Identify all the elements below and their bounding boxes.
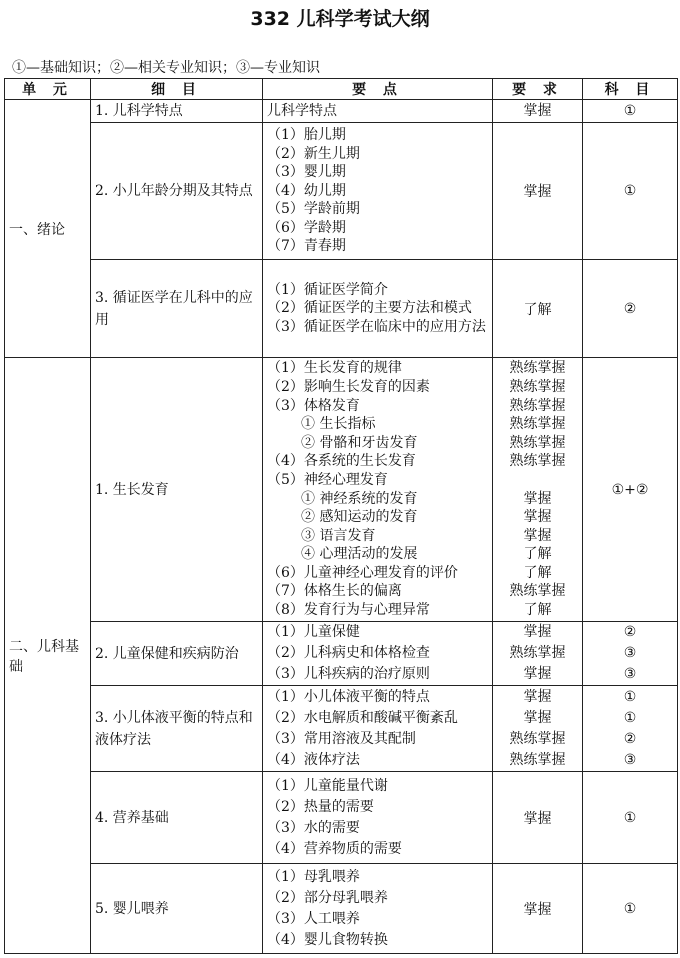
requirement-cell: [493, 686, 583, 772]
point-item: （2）水电解质和酸碱平衡紊乱: [267, 709, 458, 726]
point-item: （3）体格发育: [267, 397, 360, 414]
point-item: （3）常用溶液及其配制: [267, 730, 416, 747]
requirement-item: 掌握: [523, 527, 552, 544]
point-item: （4）营养物质的需要: [267, 840, 402, 857]
page-title: 332 儿科学考试大纲: [250, 8, 430, 30]
subject-cell: [583, 686, 678, 772]
subject-cell: [583, 622, 678, 686]
point-item: （4）幼儿期: [267, 182, 346, 199]
requirement-cell: 了解: [493, 260, 583, 358]
point-item: （8）发育行为与心理异常: [267, 602, 430, 619]
subject-cell: ①: [583, 864, 678, 954]
point-item: （6）儿童神经心理发育的评价: [267, 564, 458, 581]
point-item: （2）热量的需要: [267, 798, 374, 815]
requirement-item: 了解: [523, 564, 552, 581]
unit-cell: 二、儿科基础: [5, 358, 91, 954]
table-row: [5, 772, 678, 864]
point-item: ① 神经系统的发育: [301, 490, 418, 507]
subject-cell: ②: [583, 260, 678, 358]
unit-cell: 一、绪论: [5, 100, 91, 358]
point-item: （5）学龄前期: [267, 201, 360, 218]
point-item: （4）各系统的生长发育: [267, 453, 416, 470]
table-row: [5, 260, 678, 358]
subject-cell: ①+②: [583, 358, 678, 622]
table-row: [5, 123, 678, 260]
subunit-cell: 3. 循证医学在儿科中的应用: [91, 260, 263, 358]
subunit-cell: 3. 小儿体液平衡的特点和液体疗法: [91, 686, 263, 772]
point-item: （2）影响生长发育的因素: [267, 378, 430, 395]
subject-item: ③: [623, 645, 637, 661]
requirement-item: 熟练掌握: [509, 378, 566, 395]
point-item: （2）部分母乳喂养: [267, 889, 388, 906]
header-unit: 单 元: [5, 79, 91, 100]
subunit-cell: 1. 生长发育: [91, 358, 263, 622]
point-item: （1）儿童能量代谢: [267, 777, 388, 794]
requirement-cell: [493, 358, 583, 622]
subject-cell: ①: [583, 772, 678, 864]
requirement-item: 掌握: [523, 688, 552, 705]
requirement-item: 熟练掌握: [509, 434, 566, 451]
requirement-cell: [493, 622, 583, 686]
requirement-item: 了解: [523, 602, 552, 619]
subject-item: ③: [623, 751, 637, 768]
subject-legend: ①—基础知识；②—相关专业知识；③—专业知识: [12, 60, 320, 76]
table-row: [5, 686, 678, 772]
subject-cell: ①: [583, 100, 678, 123]
point-item: （1）母乳喂养: [267, 868, 360, 885]
point-item: （1）循证医学简介: [267, 281, 388, 298]
point-item: ③ 语言发育: [301, 527, 376, 544]
requirement-cell: 掌握: [493, 100, 583, 123]
point-item: ② 感知运动的发育: [301, 509, 418, 526]
points-cell: [263, 358, 493, 622]
point-item: （6）学龄期: [267, 219, 346, 236]
table-row: [5, 622, 678, 686]
point-item: （5）神经心理发育: [267, 471, 388, 488]
subject-item: ①: [623, 709, 637, 726]
header-subunit: 细 目: [91, 79, 263, 100]
points-cell: [263, 686, 493, 772]
points-cell: [263, 772, 493, 864]
point-item: （1）儿童保健: [267, 624, 360, 640]
point-item: （2）儿科病史和体格检查: [267, 645, 430, 661]
point-item: （4）婴儿食物转换: [267, 931, 388, 948]
subject-cell: ①: [583, 123, 678, 260]
point-item: （3）婴儿期: [267, 164, 346, 181]
requirement-item: 掌握: [523, 509, 552, 526]
requirement-item: 熟练掌握: [509, 583, 566, 600]
subunit-cell: 2. 小儿年龄分期及其特点: [91, 123, 263, 260]
subject-item: ③: [623, 666, 637, 682]
point-item: （3）儿科疾病的治疗原则: [267, 666, 430, 682]
point-item: （3）水的需要: [267, 819, 360, 836]
points-cell: 儿科学特点: [263, 100, 493, 123]
header-row: [5, 79, 678, 100]
subunit-cell: 4. 营养基础: [91, 772, 263, 864]
requirement-item: 熟练掌握: [509, 397, 566, 414]
requirement-cell: 掌握: [493, 123, 583, 260]
point-item: （1）生长发育的规律: [267, 360, 402, 377]
point-item: （1）胎儿期: [267, 126, 346, 143]
requirement-item: 了解: [523, 546, 552, 563]
point-item: （4）液体疗法: [267, 751, 360, 768]
point-item: ④ 心理活动的发展: [301, 546, 418, 563]
point-item: （7）青春期: [267, 238, 346, 255]
point-item: （3）循证医学在临床中的应用方法: [267, 318, 486, 335]
point-item: （1）小儿体液平衡的特点: [267, 688, 430, 705]
subject-item: ②: [623, 624, 637, 640]
requirement-item: 熟练掌握: [509, 645, 566, 661]
point-item: （3）人工喂养: [267, 910, 360, 927]
subunit-cell: 5. 婴儿喂养: [91, 864, 263, 954]
requirement-cell: 掌握: [493, 864, 583, 954]
header-subject: 科 目: [583, 79, 678, 100]
point-item: ② 骨骼和牙齿发育: [301, 434, 418, 451]
point-item: （2）新生儿期: [267, 145, 360, 162]
requirement-item: 熟练掌握: [509, 453, 566, 470]
point-item: ① 生长指标: [301, 416, 376, 433]
header-points: 要 点: [263, 79, 493, 100]
requirement-item: 掌握: [523, 624, 552, 640]
subject-item: ②: [623, 730, 637, 747]
points-cell: [263, 123, 493, 260]
requirement-cell: 掌握: [493, 772, 583, 864]
points-cell: [263, 622, 493, 686]
subunit-cell: 1. 儿科学特点: [91, 100, 263, 123]
header-requirement: 要 求: [493, 79, 583, 100]
points-cell: [263, 260, 493, 358]
requirement-item: [497, 471, 578, 490]
requirement-item: 掌握: [523, 709, 552, 726]
table-row: [5, 358, 678, 622]
requirement-item: 掌握: [523, 666, 552, 682]
requirement-item: 熟练掌握: [509, 730, 566, 747]
requirement-item: 熟练掌握: [509, 360, 566, 377]
point-item: （7）体格生长的偏离: [267, 583, 402, 600]
requirement-item: 熟练掌握: [509, 751, 566, 768]
subject-item: ①: [623, 688, 637, 705]
requirement-item: 熟练掌握: [509, 416, 566, 433]
points-cell: [263, 864, 493, 954]
table-row: [5, 864, 678, 954]
syllabus-table: [4, 78, 678, 954]
requirement-item: 掌握: [523, 490, 552, 507]
subunit-cell: 2. 儿童保健和疾病防治: [91, 622, 263, 686]
table-row: [5, 100, 678, 123]
point-item: （2）循证医学的主要方法和模式: [267, 300, 472, 317]
